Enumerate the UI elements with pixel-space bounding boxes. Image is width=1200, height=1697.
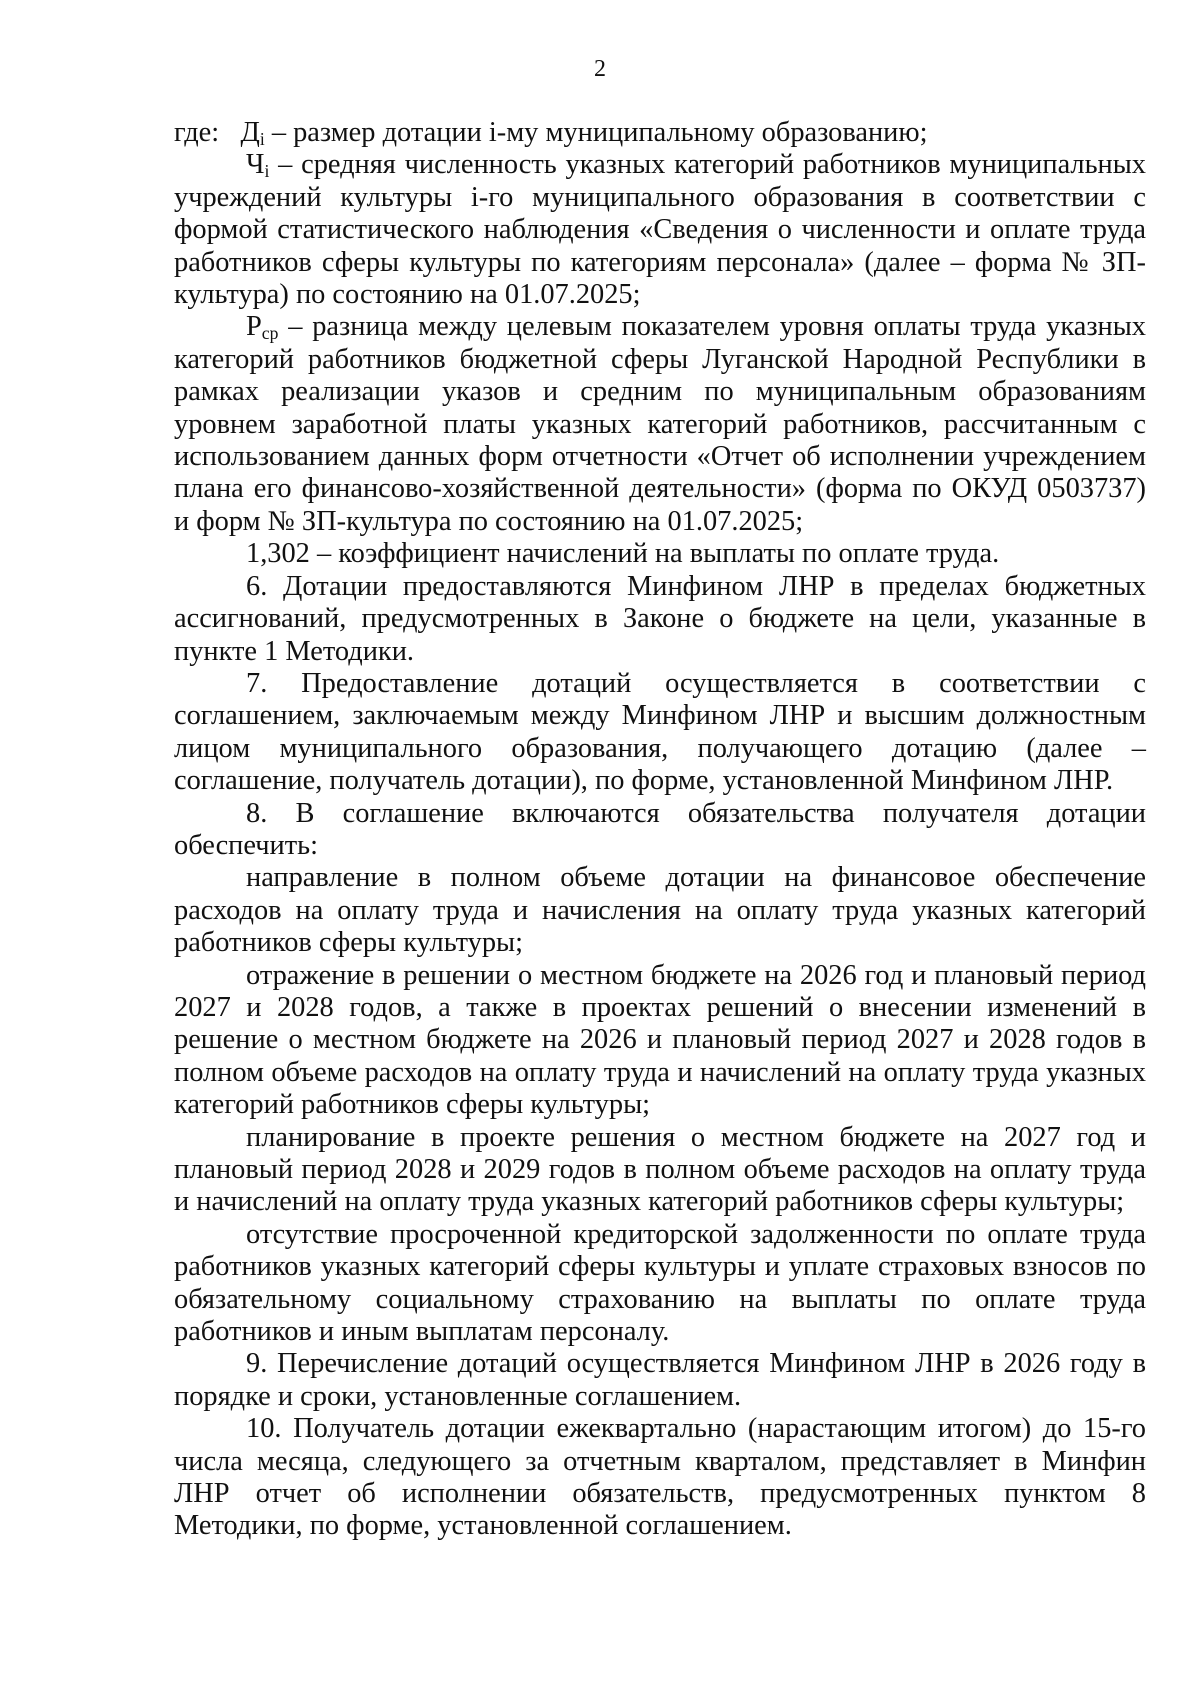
definition-d-text: – размер дотации i-му муниципальному образованию; bbox=[264, 117, 928, 148]
definition-d-subscript: i bbox=[259, 129, 265, 149]
definition-ch bbox=[174, 149, 1146, 311]
definition-d-prefix: где: Д bbox=[174, 117, 260, 148]
paragraph-6: 6. Дотации предоставляются Минфином ЛНР в пределах бюджетных ассигнований, предусмотренных в Законе о бюджете на цели, указанные в пункте 1 Методики. bbox=[174, 570, 1146, 667]
paragraph-9: 9. Перечисление дотаций осуществляется Минфином ЛНР в 2026 году в порядке и сроки, установленные соглашением. bbox=[174, 1348, 1146, 1412]
definition-ch-symbol: Ч bbox=[246, 149, 265, 181]
document-body bbox=[174, 117, 1146, 1543]
paragraph-7: 7. Предоставление дотаций осуществляется в соответствии с соглашением, заключаемым между Минфином ЛНР и высшим должностным лицом муниципального образования, получающего дотацию (далее – соглашение, получатель дотации), по форме, установленной Минфином ЛНР. bbox=[174, 667, 1146, 797]
paragraph-8-item-2: отражение в решении о местном бюджете на 2026 год и плановый период 2027 и 2028 годов, а также в проектах решений о внесении изменений в решение о местном бюджете на 2026 и плановый период 2027 и 2028 годов в полном объеме расходов на оплату труда и начислений на оплату труда указных категорий работников сферы культуры; bbox=[174, 959, 1146, 1121]
definition-coefficient: 1,302 – коэффициент начислений на выплаты по оплате труда. bbox=[246, 538, 1000, 570]
definition-r-symbol: Р bbox=[246, 311, 262, 343]
definition-r bbox=[174, 311, 1146, 538]
definition-r-text: – разница между целевым показателем уровня оплаты труда указных категорий работников бюджетной сферы Луганской Народной Республики в рамках реализации указов и средним по муниципальным образованиям уровнем заработной платы указных категорий работников, рассчитанным с использованием данных форм отчетности «Отчет об исполнении учреждением плана его финансово-хозяйственной деятельности» (форма по ОКУД 0503737) и форм № ЗП-культура по состоянию на 01.07.2025; bbox=[174, 311, 1146, 537]
paragraph-8-item-3: планирование в проекте решения о местном бюджете на 2027 год и плановый период 2028 и 2029 годов в полном объеме расходов на оплату труда и начислений на оплату труда указных категорий работников сферы культуры; bbox=[174, 1121, 1146, 1218]
definition-r-subscript: ср bbox=[261, 323, 279, 344]
page-number: 2 bbox=[594, 56, 606, 82]
paragraph-8-item-1: направление в полном объеме дотации на финансовое обеспечение расходов на оплату труда и начисления на оплату труда указных категорий работников сферы культуры; bbox=[174, 862, 1146, 959]
paragraph-8-item-4: отсутствие просроченной кредиторской задолженности по оплате труда работников указных категорий сферы культуры и уплате страховых взносов по обязательному социальному страхованию на выплаты по оплате труда работников и иным выплатам персоналу. bbox=[174, 1218, 1146, 1348]
definition-ch-text: – средняя численность указных категорий работников муниципальных учреждений культуры i-го муниципального образования в соответствии с формой статистического наблюдения «Сведения о численности и оплате труда работников сферы культуры по категориям персонала» (далее – форма № ЗП-культура) по состоянию на 01.07.2025; bbox=[174, 149, 1146, 311]
definition-d bbox=[174, 117, 1146, 149]
definition-ch-subscript: i bbox=[264, 161, 270, 182]
paragraph-10: 10. Получатель дотации ежеквартально (нарастающим итогом) до 15-го числа месяца, следующего за отчетным кварталом, представляет в Минфин ЛНР отчет об исполнении обязательств, предусмотренных пунктом 8 Методики, по форме, установленной соглашением. bbox=[174, 1413, 1146, 1542]
paragraph-8: 8. В соглашение включаются обязательства получателя дотации обеспечить: bbox=[174, 797, 1146, 861]
